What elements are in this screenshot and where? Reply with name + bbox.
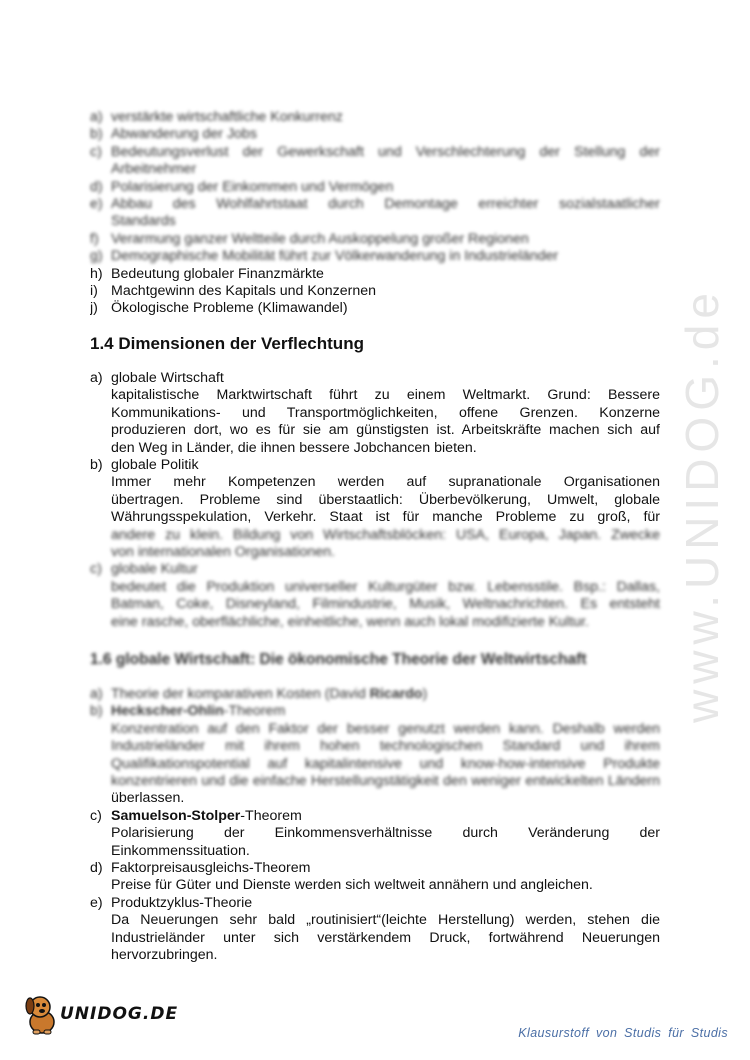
list-item: c) Bedeutungsverlust der Gewerkschaft und Verschlechterung der Stellung der	[90, 143, 660, 160]
unidog-logo	[22, 990, 182, 1040]
list-item: a) Theorie der komparativen Kosten (David Ricardo)	[90, 686, 428, 702]
paragraph: Polarisierung der Einkommensverhältnisse durch Veränderung der Einkommenssituation.	[111, 825, 660, 859]
consequences-list	[90, 109, 660, 318]
list-item: g) Demographische Mobilität führt zur Völkerwanderung in Industrieländer	[90, 248, 559, 265]
list-item: c) globale Kultur	[90, 561, 198, 578]
dog-mascot-icon	[22, 992, 60, 1036]
section-1-6	[90, 649, 660, 671]
list-item: b) Abwanderung der Jobs	[90, 126, 257, 143]
list-item: j) Ökologische Probleme (Klimawandel)	[90, 300, 348, 317]
footer-slogan: Klausurstoff von Studis für Studis	[518, 1026, 728, 1040]
list-item: a) verstärkte wirtschaftliche Konkurrenz	[90, 109, 343, 125]
section-1-4-body	[90, 370, 660, 631]
list-item: e) Produktzyklus-Theorie	[90, 894, 253, 911]
list-item: e) Abbau des Wohlfahrtstaat durch Demontage erreichter sozialstaatlicher	[90, 196, 660, 213]
paragraph: Preise für Güter und Dienste werden sich weltweit annähern und angleichen.	[111, 877, 593, 894]
list-item-continuation: Standards	[111, 213, 176, 230]
list-item: i) Machtgewinn des Kapitals und Konzernen	[90, 283, 377, 300]
paragraph: bedeutet die Produktion universeller Kulturgüter bzw. Lebensstile. Bsp.: Dallas, Batman, Coke, Disneyland, Filmindustrie, Musik, Weltnachrichten. Es entsteht eine rasche, oberflächliche, einheitliche, wenn auch lokal modifizierte Kultur.	[111, 578, 660, 630]
section-1-6-body	[90, 686, 660, 965]
watermark: www.UNIDOG.de	[676, 287, 728, 723]
paragraph: Konzentration auf den Faktor der besser genutzt werden kann. Deshalb werden Industrieländer mit ihrem hohen technologischen Standard und ihrem Qualifikationspotential auf kapitalintensive und know-how-intensive Produkte konzentrieren und die einfache Herstellungstätigkeit den weniger entwickelten Ländern	[111, 720, 660, 790]
list-item: c) Samuelson-Stolper-Theorem	[90, 807, 302, 824]
list-item: d) Faktorpreisausgleichs-Theorem	[90, 860, 311, 877]
list-item: f) Verarmung ganzer Weltteile durch Auskoppelung großer Regionen	[90, 230, 529, 247]
section-1-4	[90, 333, 660, 355]
logo-text: UNIDOG.DE	[60, 1004, 179, 1024]
list-item: b) Heckscher-Ohlin-Theorem	[90, 703, 286, 720]
paragraph: Immer mehr Kompetenzen werden auf supranationale Organisationen übertragen. Probleme sind überstaatlich: Überbevölkerung, Umwelt, globale Währungsspekulation, Verkehr. Staat ist für manche Probleme zu groß, für andere zu klein. Bildung von Wirtschaftsblöcken: USA, Europa, Japan. Zwecke von internationalen Organisationen.	[111, 474, 660, 561]
list-item: a) globale Wirtschaft	[90, 370, 224, 386]
paragraph: kapitalistische Marktwirtschaft führt zu einem Weltmarkt. Grund: Bessere Kommunikations- und Transportmöglichkeiten, offene Grenzen. Konzerne produzieren dort, wo es für sie am günstigsten ist. Arbeitskräfte machen sich auf den Weg in Länder, die ihnen bessere Jobchancen bieten.	[111, 387, 660, 456]
section-heading: 1.4 Dimensionen der Verflechtung	[90, 334, 364, 353]
list-item-continuation: Arbeitnehmer	[111, 161, 197, 178]
list-item: d) Polarisierung der Einkommen und Vermögen	[90, 178, 394, 195]
list-item: h) Bedeutung globaler Finanzmärkte	[90, 265, 324, 282]
list-item: b) globale Politik	[90, 457, 199, 474]
section-heading: 1.6 globale Wirtschaft: Die ökonomische Theorie der Weltwirtschaft	[90, 651, 587, 668]
paragraph: überlassen.	[111, 790, 185, 807]
paragraph: Da Neuerungen sehr bald „routinisiert“(leichte Herstellung) werden, stehen die Industrieländer unter sich verstärkendem Druck, fortwährend Neuerungen hervorzubringen.	[111, 912, 660, 964]
